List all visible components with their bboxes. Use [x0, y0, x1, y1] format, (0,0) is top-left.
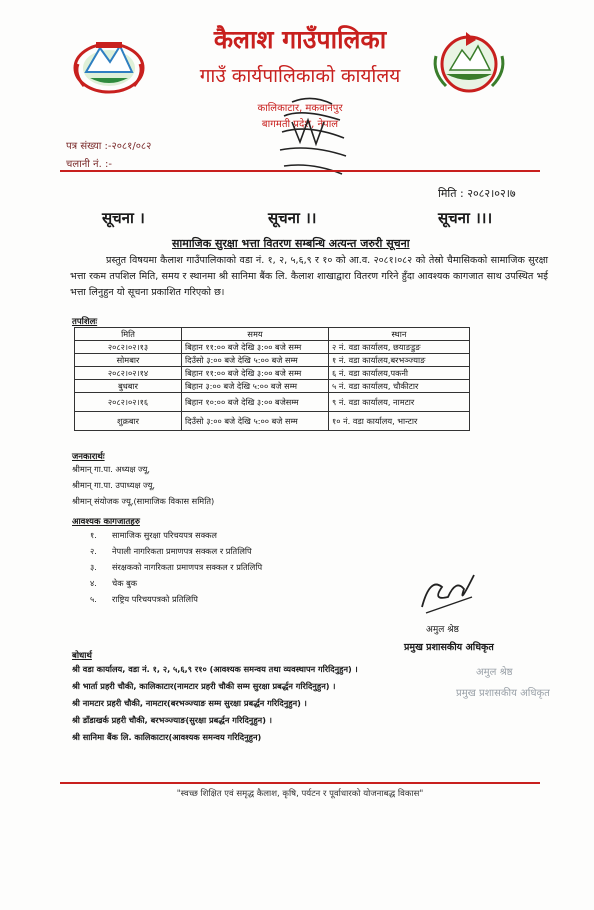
- signatory-title: प्रमुख प्रशासकीय अधिकृत: [404, 642, 494, 653]
- header-time: समय: [182, 328, 329, 341]
- document-number: २.: [90, 546, 97, 556]
- notice-label-2: सूचना ।।: [268, 209, 317, 227]
- notice-body: प्रस्तुत विषयमा कैलाश गाउँपालिकाको वडा नं. १, २, ५,६,९ र १० को आ.व. २०८१।०८२ को तेस्रो चैमासिकको सामाजिक सुरक्षा भत्ता रकम तपशिल मिति, समय र स्थानमा श्री सानिमा बैंक लि. कैलाश शाखाद्वारा वितरण गरिने हुँदा आवश्यक कागजात साथ उपस्थित भई भत्ता लिनुहुन यो सूचना प्रकाशित गरिएको छ।: [70, 255, 548, 298]
- table-row: [75, 341, 470, 354]
- document-number: ३.: [90, 562, 97, 572]
- document-item: [90, 594, 198, 605]
- date-cell: २०८२।०२।१३: [75, 341, 182, 354]
- document-text: चेक बुक: [112, 578, 138, 588]
- information-item: श्रीमान् गा.पा. उपाध्यक्ष ज्यू,: [72, 480, 155, 490]
- document-item: [90, 578, 137, 589]
- information-item: श्रीमान् संयोजक ज्यू,(सामाजिक विकास समिति): [72, 496, 215, 506]
- schedule-label: तपशिलः: [72, 317, 98, 327]
- signatory-name: अमुल श्रेष्ठ: [426, 625, 459, 635]
- letter-number: पत्र संख्या :-२०८१/०८२: [66, 141, 152, 152]
- place-cell: ५ नं. वडा कार्यालय, चौकीटार: [329, 380, 470, 393]
- address-line-2: बागमती प्रदेश, नेपाल: [261, 119, 339, 130]
- place-cell: १ नं. वडा कार्यालय,बरभञ्ज्याङ: [329, 354, 470, 367]
- table-row: [75, 354, 470, 367]
- document-number: ४.: [90, 578, 97, 588]
- place-cell: ६ नं. वडा कार्यालय,पकनी: [329, 367, 470, 380]
- header-place: स्थान: [329, 328, 470, 341]
- municipality-title: कैलाश गाउँपालिका: [213, 25, 387, 54]
- table-row: [75, 367, 470, 380]
- notice-label-3: सूचना ।।।: [438, 209, 493, 227]
- nepal-emblem-left: [70, 34, 148, 96]
- copy-to-item: श्री वडा कार्यालय, वडा नं. १, २, ५,६,९ र१० (आवश्यक समन्वय तथा व्यवस्थापन गरिदिनुहुन) ।: [72, 664, 358, 674]
- information-label: जनकारार्थः: [72, 452, 105, 462]
- day-cell: सोमबार: [75, 354, 182, 367]
- date-cell: २०८२।०२।१४: [75, 367, 182, 380]
- information-item: श्रीमान् गा.पा. अध्यक्ष ज्यू,: [72, 464, 150, 474]
- office-title: गाउँ कार्यपालिकाको कार्यालय: [199, 65, 401, 87]
- table-row: [75, 393, 470, 412]
- footer-slogan: "स्वच्छ शिक्षित एवं समृद्ध कैलाश, कृषि, पर्यटन र पूर्वाधारको योजनाबद्ध विकास": [176, 789, 424, 799]
- table-row: [75, 412, 470, 431]
- document-text: राष्ट्रिय परिचयपत्रको प्रतिलिपि: [112, 594, 198, 604]
- time-cell: बिहान ११:०० बजे देखि ३:०० बजे सम्म: [182, 341, 329, 354]
- document-item: [90, 562, 262, 573]
- copy-to-item: श्री नामटार प्रहरी चौकी, नामटार(बरभञ्ज्याङ सम्म सुरक्षा प्रबर्द्धन गरिदिनुहुन) ।: [72, 698, 307, 708]
- schedule-table: [74, 327, 470, 431]
- table-row: [75, 380, 470, 393]
- document-item: [90, 546, 252, 557]
- date-cell: २०८२।०२।१६: [75, 393, 182, 412]
- table-header-row: [75, 328, 470, 341]
- document-item: [90, 530, 217, 541]
- copy-to-item: श्री भार्ता प्रहरी चौकी, कालिकाटार(नामटार प्रहरी चौकी सम्म सुरक्षा प्रबर्द्धन गरिदिनुहुन) ।: [72, 681, 336, 691]
- time-cell: बिहान ३:०० बजे देखि ५:०० बजे सम्म: [182, 380, 329, 393]
- time-cell: बिहान ११:०० बजे देखि ३:०० बजे सम्म: [182, 367, 329, 380]
- dispatch-number: चलानी नं. :-: [66, 159, 112, 170]
- document-text: सामाजिक सुरक्षा परिचयपत्र सक्कल: [112, 530, 217, 540]
- copy-to-item: श्री सानिमा बैंक लि. कालिकाटार(आवश्यक समन्वय गरिदिनुहुन): [72, 732, 262, 742]
- document-number: १.: [90, 530, 97, 540]
- title-seal-line: प्रमुख प्रशासकीय अधिकृत: [456, 688, 550, 699]
- header-divider: [60, 170, 540, 172]
- place-cell: ९ नं. वडा कार्यालय, नामटार: [329, 393, 470, 412]
- day-cell: शुक्रबार: [75, 412, 182, 431]
- document-number: ५.: [90, 594, 97, 604]
- document-text: नेपाली नागरिकता प्रमाणपत्र सक्कल र प्रतिलिपि: [112, 546, 252, 556]
- footer-divider: [60, 782, 540, 784]
- document-text: संरक्षकको नागरिकता प्रमाणपत्र सक्कल र प्रतिलिपि: [112, 562, 263, 572]
- header-date: मिति: [75, 328, 182, 341]
- letter-date: मिति : २०८२।०२।७: [438, 187, 516, 200]
- time-cell: दिउँसो ३:०० बजे देखि ५:०० बजे सम्म: [182, 412, 329, 431]
- day-cell: बुधबार: [75, 380, 182, 393]
- name-seal-line: अमुल श्रेष्ठ: [476, 667, 513, 678]
- handwritten-signature: [412, 567, 482, 625]
- place-cell: २ नं. वडा कार्यालय, छयाङडुङ: [329, 341, 470, 354]
- time-cell: दिउँसो ३:०० बजे देखि ५:०० बजे सम्म: [182, 354, 329, 367]
- address-line-1: कालिकाटार, मकवानपुर: [257, 103, 343, 114]
- documents-label: आवश्यक कागजातहरु: [72, 517, 140, 527]
- notice-subject: सामाजिक सुरक्षा भत्ता वितरण सम्बन्धि अत्यन्त जरुरी सूचना: [172, 237, 410, 250]
- copy-to-label: बोधार्थ: [72, 651, 92, 661]
- notice-label-1: सूचना ।: [102, 209, 145, 227]
- place-cell: १० नं. वडा कार्यालय, भान्टार: [329, 412, 470, 431]
- copy-to-item: श्री डाँडाखर्क प्रहरी चौकी, बरभञ्ज्याङ(सुरक्षा प्रबर्द्धन गरिदिनुहुन) ।: [72, 715, 272, 725]
- time-cell: बिहान १०:०० बजे देखि ३:०० बजेसम्म: [182, 393, 329, 412]
